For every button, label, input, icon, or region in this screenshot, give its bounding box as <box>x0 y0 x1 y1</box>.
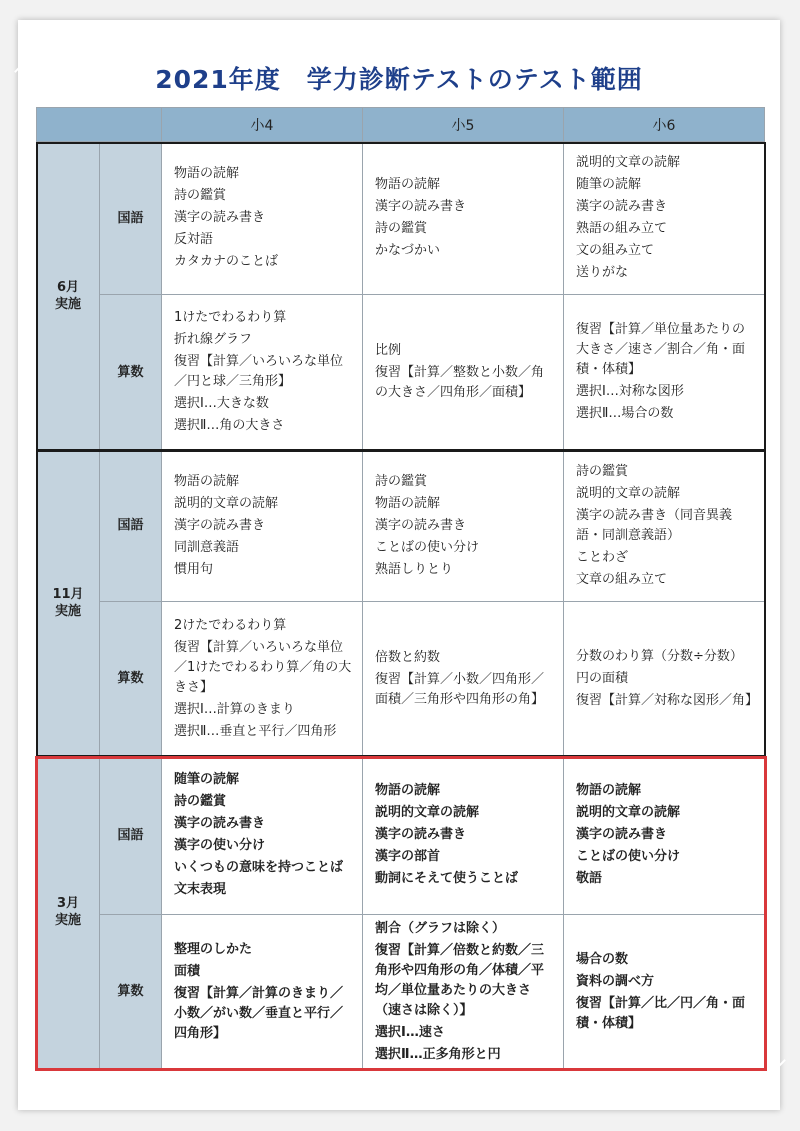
content-cell <box>162 142 363 295</box>
content-line: 場合の数 <box>576 951 629 967</box>
content-line: ことわざ <box>576 549 629 565</box>
content-line: 熟語の組み立て <box>576 221 668 236</box>
content-line: 漢字の部首 <box>375 849 441 864</box>
content-line: 反対語 <box>174 232 214 247</box>
content-cell <box>363 295 564 450</box>
content-cell <box>162 915 363 1069</box>
period-label: 6月 実施 <box>36 142 100 450</box>
content-line: 1けたでわるわり算 <box>174 310 287 325</box>
header-corner-cell <box>36 107 162 142</box>
content-cell <box>162 602 363 756</box>
content-line: 慣用句 <box>174 561 214 577</box>
content-line: 送りがな <box>576 265 629 280</box>
content-line: 漢字の読み書き <box>375 199 467 214</box>
content-line: 随筆の読解 <box>174 772 240 787</box>
content-line: 物語の読解 <box>375 783 441 798</box>
document-page <box>18 20 780 1110</box>
content-line: 割合（グラフは除く） <box>375 920 506 936</box>
content-line: 漢字の読み書き <box>174 210 266 225</box>
content-line: 文の組み立て <box>576 243 655 258</box>
content-cell <box>162 450 363 602</box>
content-line: 選択Ⅰ…速さ <box>375 1024 445 1040</box>
content-line: 漢字の読み書き <box>576 827 668 842</box>
content-line: 選択Ⅱ…垂直と平行／四角形 <box>174 723 337 739</box>
content-line: 詩の鑑賞 <box>375 221 428 236</box>
content-line: 面積 <box>174 963 201 979</box>
content-line: 整理のしかた <box>174 941 253 957</box>
content-line: 選択Ⅰ…大きな数 <box>174 396 269 411</box>
content-line: 漢字の読み書き <box>576 199 668 214</box>
content-line: カタカナのことば <box>174 254 279 269</box>
content-line: 円の面積 <box>576 670 629 686</box>
content-line: 復習【計算／単位量あたりの大きさ／速さ／割合／角・面積・体積】 <box>576 322 746 377</box>
content-line: 復習【計算／小数／四角形／面積／三角形や四角形の角】 <box>375 671 545 707</box>
content-line: 詩の鑑賞 <box>375 473 428 489</box>
content-line: 詩の鑑賞 <box>576 463 629 479</box>
content-cell <box>564 756 765 915</box>
subject-label: 国語 <box>100 756 162 915</box>
content-line: 2けたでわるわり算 <box>174 617 287 633</box>
content-line: 敬語 <box>576 871 603 886</box>
content-line: いくつもの意味を持つことば <box>174 860 344 875</box>
content-line: 漢字の読み書き（同音異義語・同訓意義語） <box>576 507 733 543</box>
content-line: 選択Ⅱ…場合の数 <box>576 406 674 421</box>
content-line: 説明的文章の読解 <box>174 495 279 511</box>
test-range-table <box>18 20 780 1110</box>
content-line: 説明的文章の読解 <box>576 805 681 820</box>
content-line: 復習【計算／比／円／角・面積・体積】 <box>576 995 746 1031</box>
content-line: 説明的文章の読解 <box>375 805 480 820</box>
subject-label: 国語 <box>100 142 162 295</box>
content-line: 同訓意義語 <box>174 539 240 555</box>
content-line: 物語の読解 <box>375 495 441 511</box>
content-line: 物語の読解 <box>576 783 642 798</box>
content-line: 選択Ⅱ…正多角形と円 <box>375 1046 501 1062</box>
content-line: 詩の鑑賞 <box>174 794 227 809</box>
content-line: 文末表現 <box>174 882 227 897</box>
period-label: 3月 実施 <box>36 756 100 1069</box>
grade-header-2: 小6 <box>564 107 765 142</box>
period-label: 11月 実施 <box>36 450 100 756</box>
content-line: 漢字の読み書き <box>375 827 467 842</box>
content-cell <box>363 756 564 915</box>
content-line: 分数のわり算（分数÷分数） <box>576 648 743 664</box>
content-line: 漢字の読み書き <box>174 816 266 831</box>
content-line: 比例 <box>375 343 402 358</box>
content-line: 説明的文章の読解 <box>576 155 681 170</box>
content-cell <box>564 142 765 295</box>
content-line: 復習【計算／いろいろな単位／円と球／三角形】 <box>174 354 344 389</box>
content-line: 選択Ⅰ…対称な図形 <box>576 384 684 399</box>
content-cell <box>564 915 765 1069</box>
content-line: 漢字の使い分け <box>174 838 266 853</box>
content-line: 物語の読解 <box>174 473 240 489</box>
subject-label: 算数 <box>100 295 162 450</box>
content-line: 復習【計算／いろいろな単位／1けたでわるわり算／角の大きさ】 <box>174 639 352 695</box>
content-cell <box>363 602 564 756</box>
content-line: 物語の読解 <box>174 166 240 181</box>
content-cell <box>162 756 363 915</box>
content-cell <box>564 602 765 756</box>
subject-label: 国語 <box>100 450 162 602</box>
subject-label: 算数 <box>100 602 162 756</box>
content-line: 詩の鑑賞 <box>174 188 227 203</box>
content-line: 倍数と約数 <box>375 649 441 665</box>
content-line: 漢字の読み書き <box>375 517 467 533</box>
content-line: ことばの使い分け <box>576 849 681 864</box>
grade-header-1: 小5 <box>363 107 564 142</box>
content-line: 文章の組み立て <box>576 571 668 587</box>
content-line: 折れ線グラフ <box>174 332 253 347</box>
content-cell <box>363 450 564 602</box>
content-line: 選択Ⅰ…計算のきまり <box>174 701 295 717</box>
content-line: 復習【計算／対称な図形／角】 <box>576 692 759 708</box>
content-cell <box>564 295 765 450</box>
content-cell <box>564 450 765 602</box>
content-line: 復習【計算／倍数と約数／三角形や四角形の角／体積／平均／単位量あたりの大きさ（速さは除く）】 <box>375 942 545 1018</box>
content-line: かなづかい <box>375 243 441 258</box>
content-line: 随筆の読解 <box>576 177 642 192</box>
grade-header-0: 小4 <box>162 107 363 142</box>
content-line: 熟語しりとり <box>375 561 454 577</box>
content-line: 選択Ⅱ…角の大きさ <box>174 418 285 433</box>
page-title: 2021年度 学力診断テストのテスト範囲 <box>155 65 643 94</box>
content-line: 物語の読解 <box>375 177 441 192</box>
content-line: ことばの使い分け <box>375 539 480 555</box>
content-line: 動詞にそえて使うことば <box>375 871 519 886</box>
content-line: 資料の調べ方 <box>576 973 655 989</box>
content-cell <box>162 295 363 450</box>
content-line: 復習【計算／計算のきまり／小数／がい数／垂直と平行／四角形】 <box>174 985 344 1041</box>
content-line: 説明的文章の読解 <box>576 485 681 501</box>
content-line: 漢字の読み書き <box>174 517 266 533</box>
content-cell <box>363 915 564 1069</box>
content-line: 復習【計算／整数と小数／角の大きさ／四角形／面積】 <box>375 365 545 400</box>
content-cell <box>363 142 564 295</box>
subject-label: 算数 <box>100 915 162 1069</box>
